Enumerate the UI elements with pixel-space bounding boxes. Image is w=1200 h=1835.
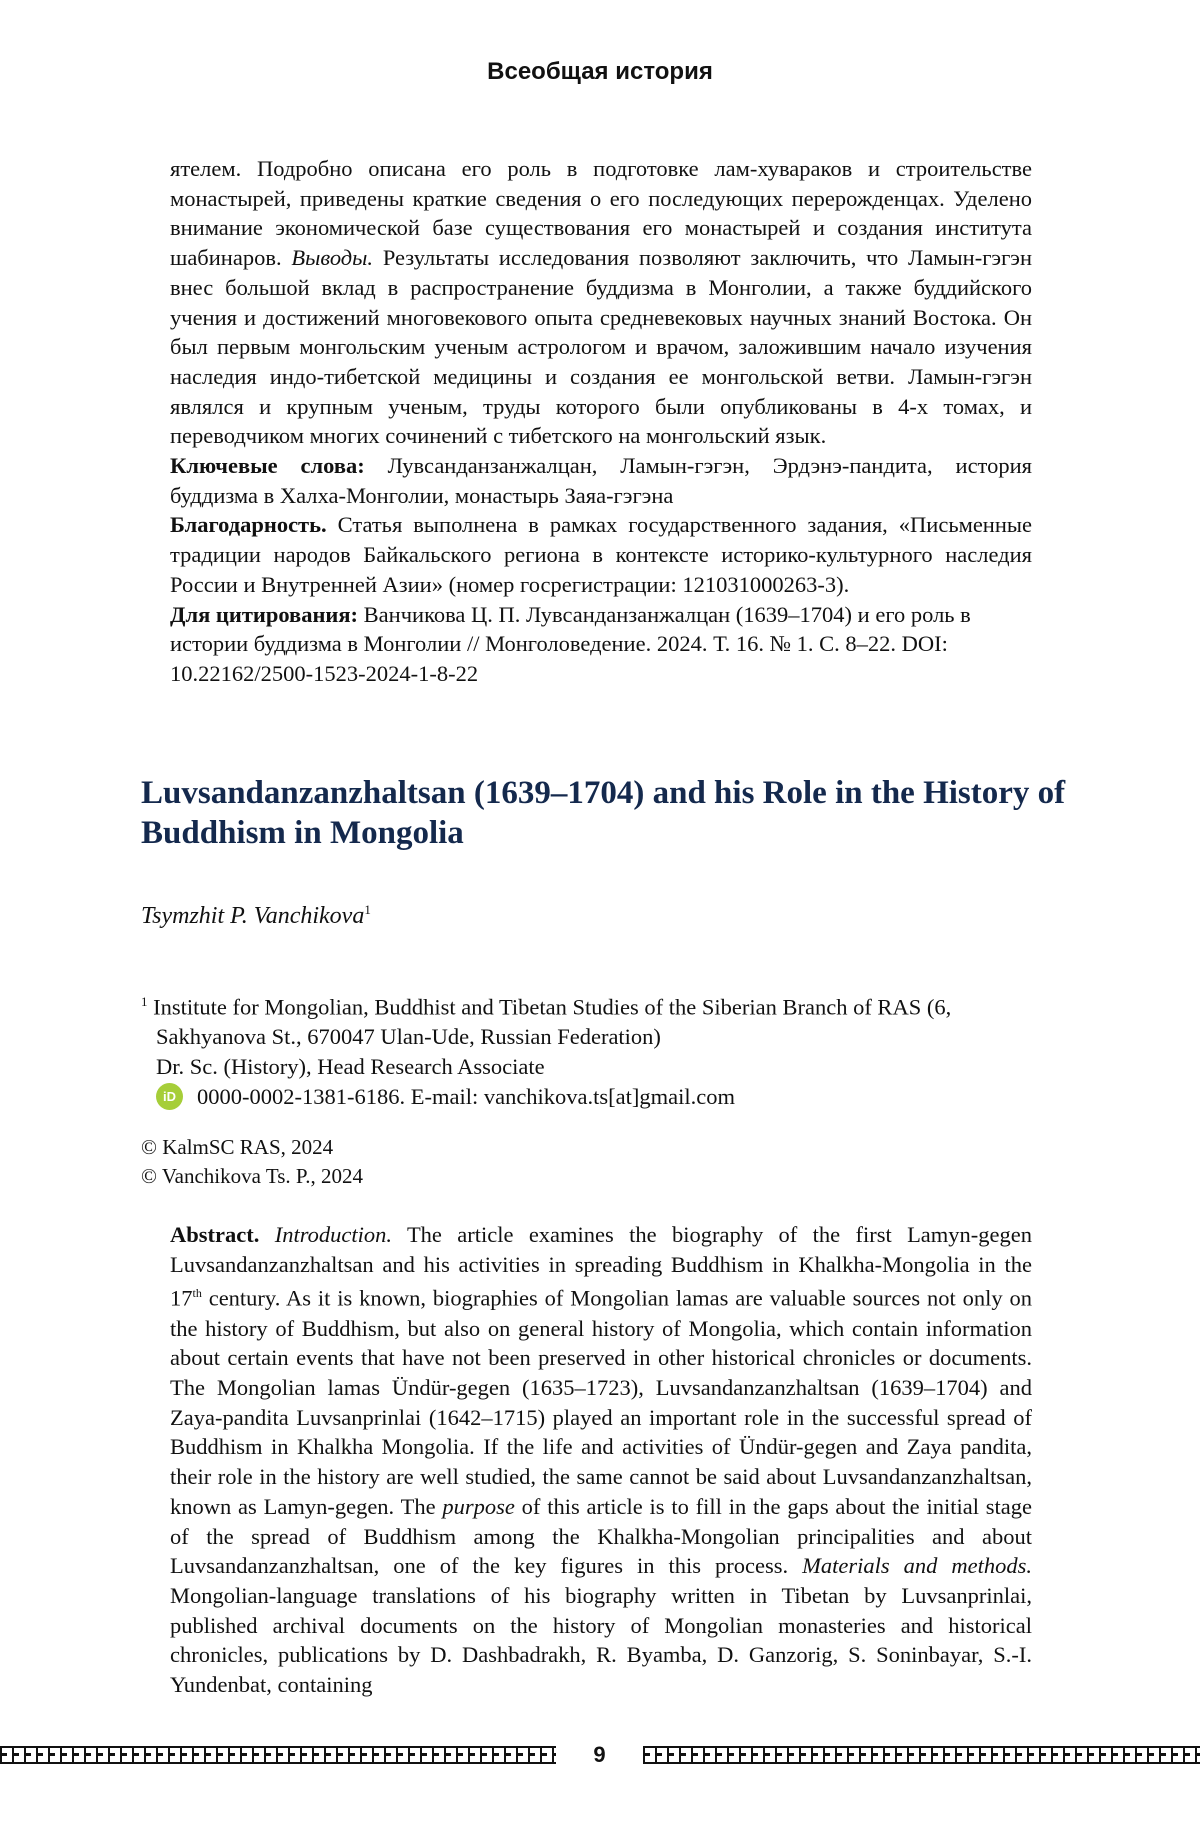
- ru-citation: [170, 600, 1032, 689]
- en-abstract-text-1: The article examines the biography of the first Lamyn-gegen Luvsandanzanzhaltsan and his activities in spreading Buddhism in Khalkha-Mongolia in the 17: [170, 1222, 1033, 1311]
- introduction-label: Introduction.: [259, 1222, 392, 1247]
- copyright-line-1: © KalmSC RAS, 2024: [141, 1135, 334, 1159]
- author-affiliation-mark: 1: [364, 902, 371, 917]
- ru-thanks-text: Статья выполнена в рамках государственного задания, «Письменные традиции народов Байкальского региона в контексте историко-культурного наследия России и Внутренней Азии» (номер госрегистрации: 121031000263-3).: [170, 512, 1032, 597]
- methods-label: Materials and methods.: [802, 1553, 1032, 1579]
- author-affiliation: [141, 987, 1041, 1111]
- ru-acknowledgement: [170, 510, 1032, 599]
- meander-ornament-left: [0, 1746, 556, 1764]
- english-abstract: [170, 1220, 1032, 1700]
- orcid-and-email: 0000-0002-1381-6186. E-mail: vanchikova.ts[at]gmail.com: [197, 1083, 736, 1109]
- ru-abstract-text-2: Результаты исследования позволяют заключить, что Ламын-гэгэн внес большой вклад в распространение буддизма в Монголии, а также буддийского учения и достижений многовекового опыта средневековых научных знаний Востока. Он был первым монгольским ученым астрологом и врачом, заложившим начало изучения наследия индо-тибетской медицины и создания ее монгольской ветви. Ламын-гэгэн являлся и крупным ученым, труды которого были опубликованы в 4-х томах, и переводчиком многих сочинений с тибетского на монгольский язык.: [170, 245, 1033, 449]
- russian-abstract: [170, 154, 1032, 689]
- ru-conclusions-label: Выводы.: [291, 245, 374, 271]
- english-article-title: Luvsandanzanzhaltsan (1639–1704) and his Role in the History of Buddhism in Mongolia: [141, 775, 1066, 851]
- meander-ornament-right: [643, 1746, 1200, 1764]
- en-abstract-text-3: of this article is to fill in the gaps about the initial stage of the spread of Buddhism among the Khalkha-Mongolian principalities and about Luvsandanzanzhaltsan, one of the key figures in this process.: [170, 1493, 1032, 1579]
- ru-citation-text: Ванчикова Ц. П. Лувсанданзанжалцан (1639–1704) и его роль в истории буддизма в Монголии // Монголоведение. 2024. Т. 16. № 1. С. 8–22. DOI: 10.22162/2500-1523-2024-1-8-22: [170, 601, 971, 686]
- page-number: 9: [593, 1742, 606, 1767]
- orcid-icon[interactable]: iD: [156, 1083, 183, 1110]
- author-name-text: Tsymzhit P. Vanchikova: [141, 903, 365, 929]
- copyright-block: [141, 1133, 363, 1191]
- page-footer: [0, 1742, 1200, 1768]
- author-name: [141, 902, 371, 930]
- ru-keywords-label: Ключевые слова:: [170, 453, 365, 479]
- en-abstract-text-4: Mongolian-language translations of his biography written in Tibetan by Luvsanprinlai, published archival documents on the history of Mongolian monasteries and historical chronicles, publications by D. Dashbadrakh, R. Byamba, D. Ganzorig, S. Soninbayar, S.-I. Yundenbat, containing: [170, 1582, 1032, 1698]
- ru-keywords-text: Лувсанданзанжалцан, Ламын-гэгэн, Эрдэнэ-пандита, история буддизма в Халха-Монголии, монастырь Заяа-гэгэна: [170, 453, 1032, 508]
- ru-abstract-text-1: ятелем. Подробно описана его роль в подготовке лам-хувараков и строительстве монастырей, приведены краткие сведения о его последующих перерожденцах. Уделено внимание экономической базе существования его монастырей и создания института шабинаров.: [170, 156, 1032, 271]
- ru-citation-label: Для цитирования:: [170, 601, 359, 627]
- purpose-label: purpose: [442, 1493, 515, 1519]
- abstract-label: Abstract.: [170, 1222, 260, 1247]
- affiliation-mark: 1: [141, 994, 148, 1009]
- affiliation-line-1: Institute for Mongolian, Buddhist and Tibetan Studies of the Siberian Branch of RAS (6,: [147, 994, 952, 1020]
- ordinal-superscript: th: [192, 1286, 202, 1301]
- ru-keywords: [170, 451, 1032, 510]
- affiliation-line-2: Sakhyanova St., 670047 Ulan-Ude, Russian Federation): [156, 1024, 661, 1050]
- ru-thanks-label: Благодарность.: [170, 512, 327, 538]
- affiliation-line-3: Dr. Sc. (History), Head Research Associate: [156, 1053, 545, 1079]
- copyright-line-2: © Vanchikova Ts. P., 2024: [141, 1164, 363, 1188]
- running-header: Всеобщая история: [487, 58, 713, 85]
- en-abstract-text-2: century. As it is known, biographies of Mongolian lamas are valuable sources not only on the history of Buddhism, but also on general history of Mongolia, which contain information about certain events that have not been preserved in other historical chronicles or documents. The Mongolian lamas Ündür-gegen (1635–1723), Luvsandanzanzhaltsan (1639–1704) and Zaya-pandita Luvsanprinlai (1642–1715) played an important role in the successful spread of Buddhism in Khalkha Mongolia. If the life and activities of Ündür-gegen and Zaya pandita, their role in the history are well studied, the same cannot be said about Luvsandanzanzhaltsan, known as Lamyn-gegen. The: [170, 1285, 1032, 1519]
